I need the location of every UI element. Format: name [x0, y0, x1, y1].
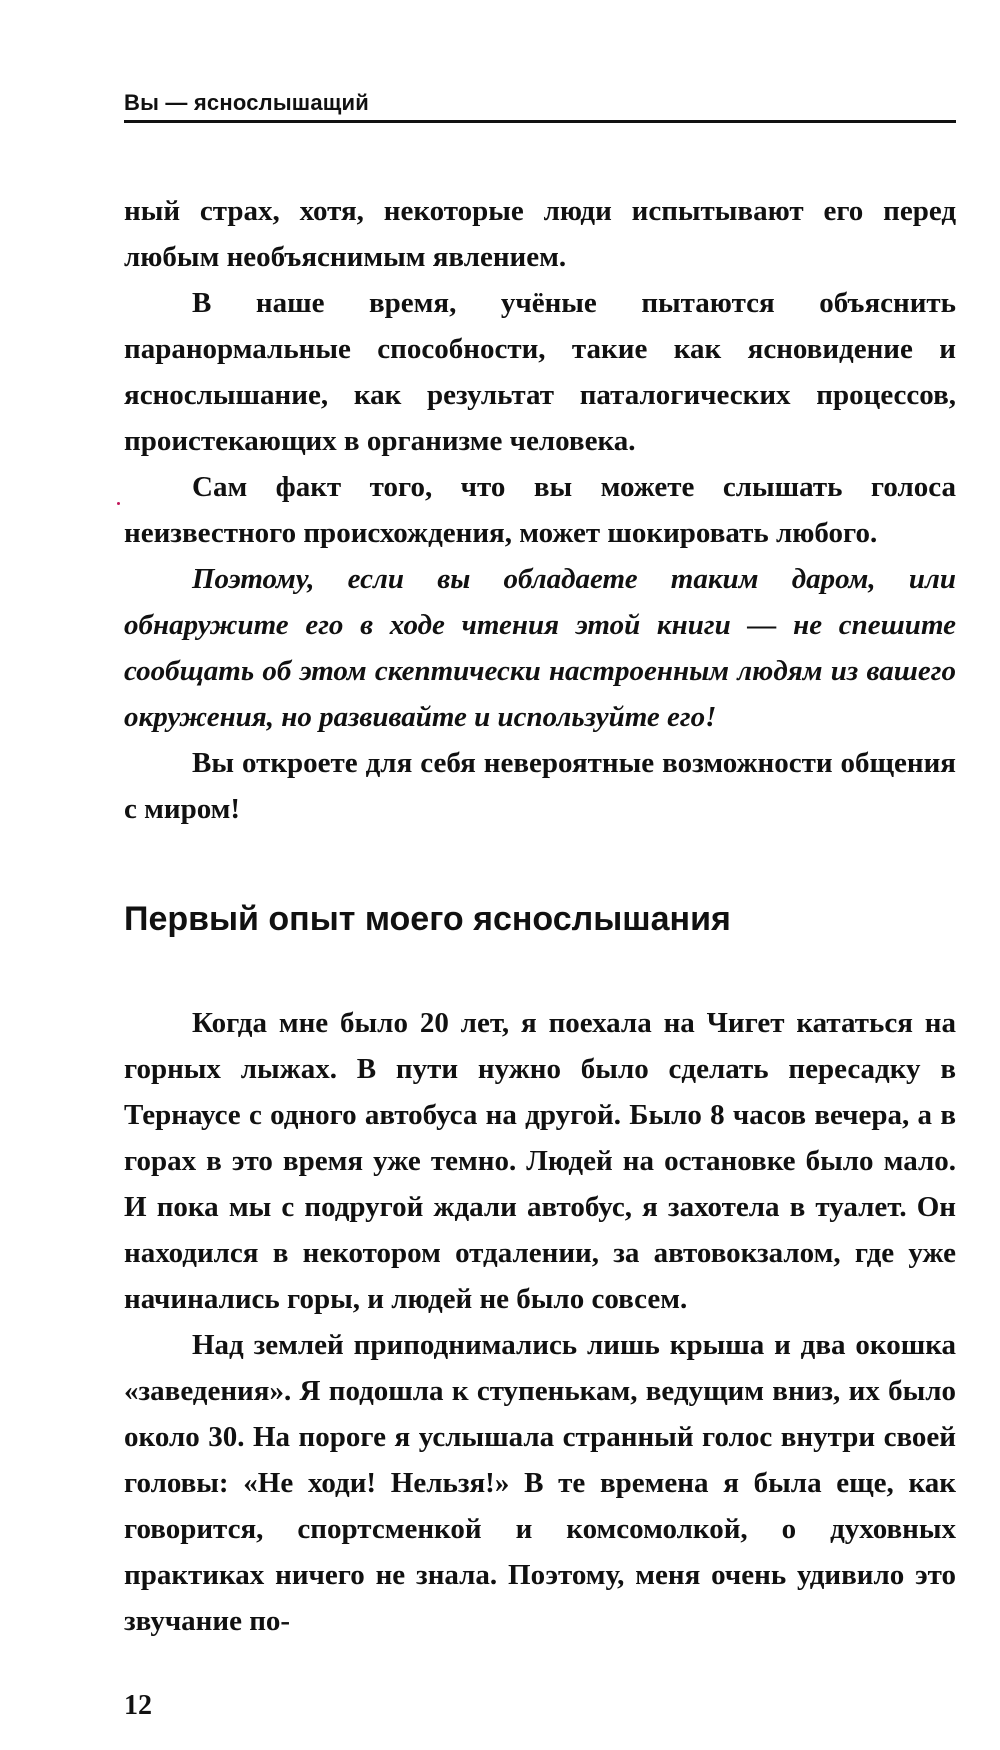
page-number: 12	[124, 1690, 152, 1721]
paragraph: Вы откроете для себя невероятные возможности общения с миром!	[124, 747, 956, 825]
scan-speck	[117, 502, 120, 505]
section-heading: Первый опыт моего яснослышания	[124, 900, 731, 938]
paragraph: ный страх, хотя, некоторые люди испытывают его перед любым необъяснимым явлением.	[124, 195, 956, 273]
body-text-top	[124, 188, 956, 832]
paragraph: Над землей приподнимались лишь крыша и два окошка «заведения». Я подошла к ступенькам, ведущим вниз, их было около 30. На пороге я услышала странный голос внутри своей головы: «Не ходи! Нельзя!» В те времена я была еще, как говорится, спортсменкой и комсомолкой, о духовных практиках ничего не знала. Поэтому, меня очень удивило это звучание по-	[124, 1329, 956, 1637]
paragraph: Сам факт того, что вы можете слышать голоса неизвестного происхождения, может шокировать любого.	[124, 471, 956, 549]
paragraph-italic: Поэтому, если вы обладаете таким даром, или обнаружите его в ходе чтения этой книги — не спешите сообщать об этом скептически настроенным людям из вашего окружения, но развивайте и используйте его!	[124, 563, 956, 733]
paragraph: В наше время, учёные пытаются объяснить паранормальные способности, такие как ясновидение и яснослышание, как результат паталогических процессов, проистекающих в организме человека.	[124, 287, 956, 457]
body-text-section	[124, 1000, 956, 1644]
paragraph: Когда мне было 20 лет, я поехала на Чигет кататься на горных лыжах. В пути нужно было сделать пересадку в Тернаусе с одного автобуса на другой. Было 8 часов вечера, а в горах в это время уже темно. Людей на остановке было мало. И пока мы с подругой ждали автобус, я захотела в туалет. Он находился в некотором отдалении, за автовокзалом, где уже начинались горы, и людей не было совсем.	[124, 1007, 956, 1315]
header-rule	[124, 120, 956, 123]
running-header: Вы — яснослышащий	[124, 90, 369, 115]
